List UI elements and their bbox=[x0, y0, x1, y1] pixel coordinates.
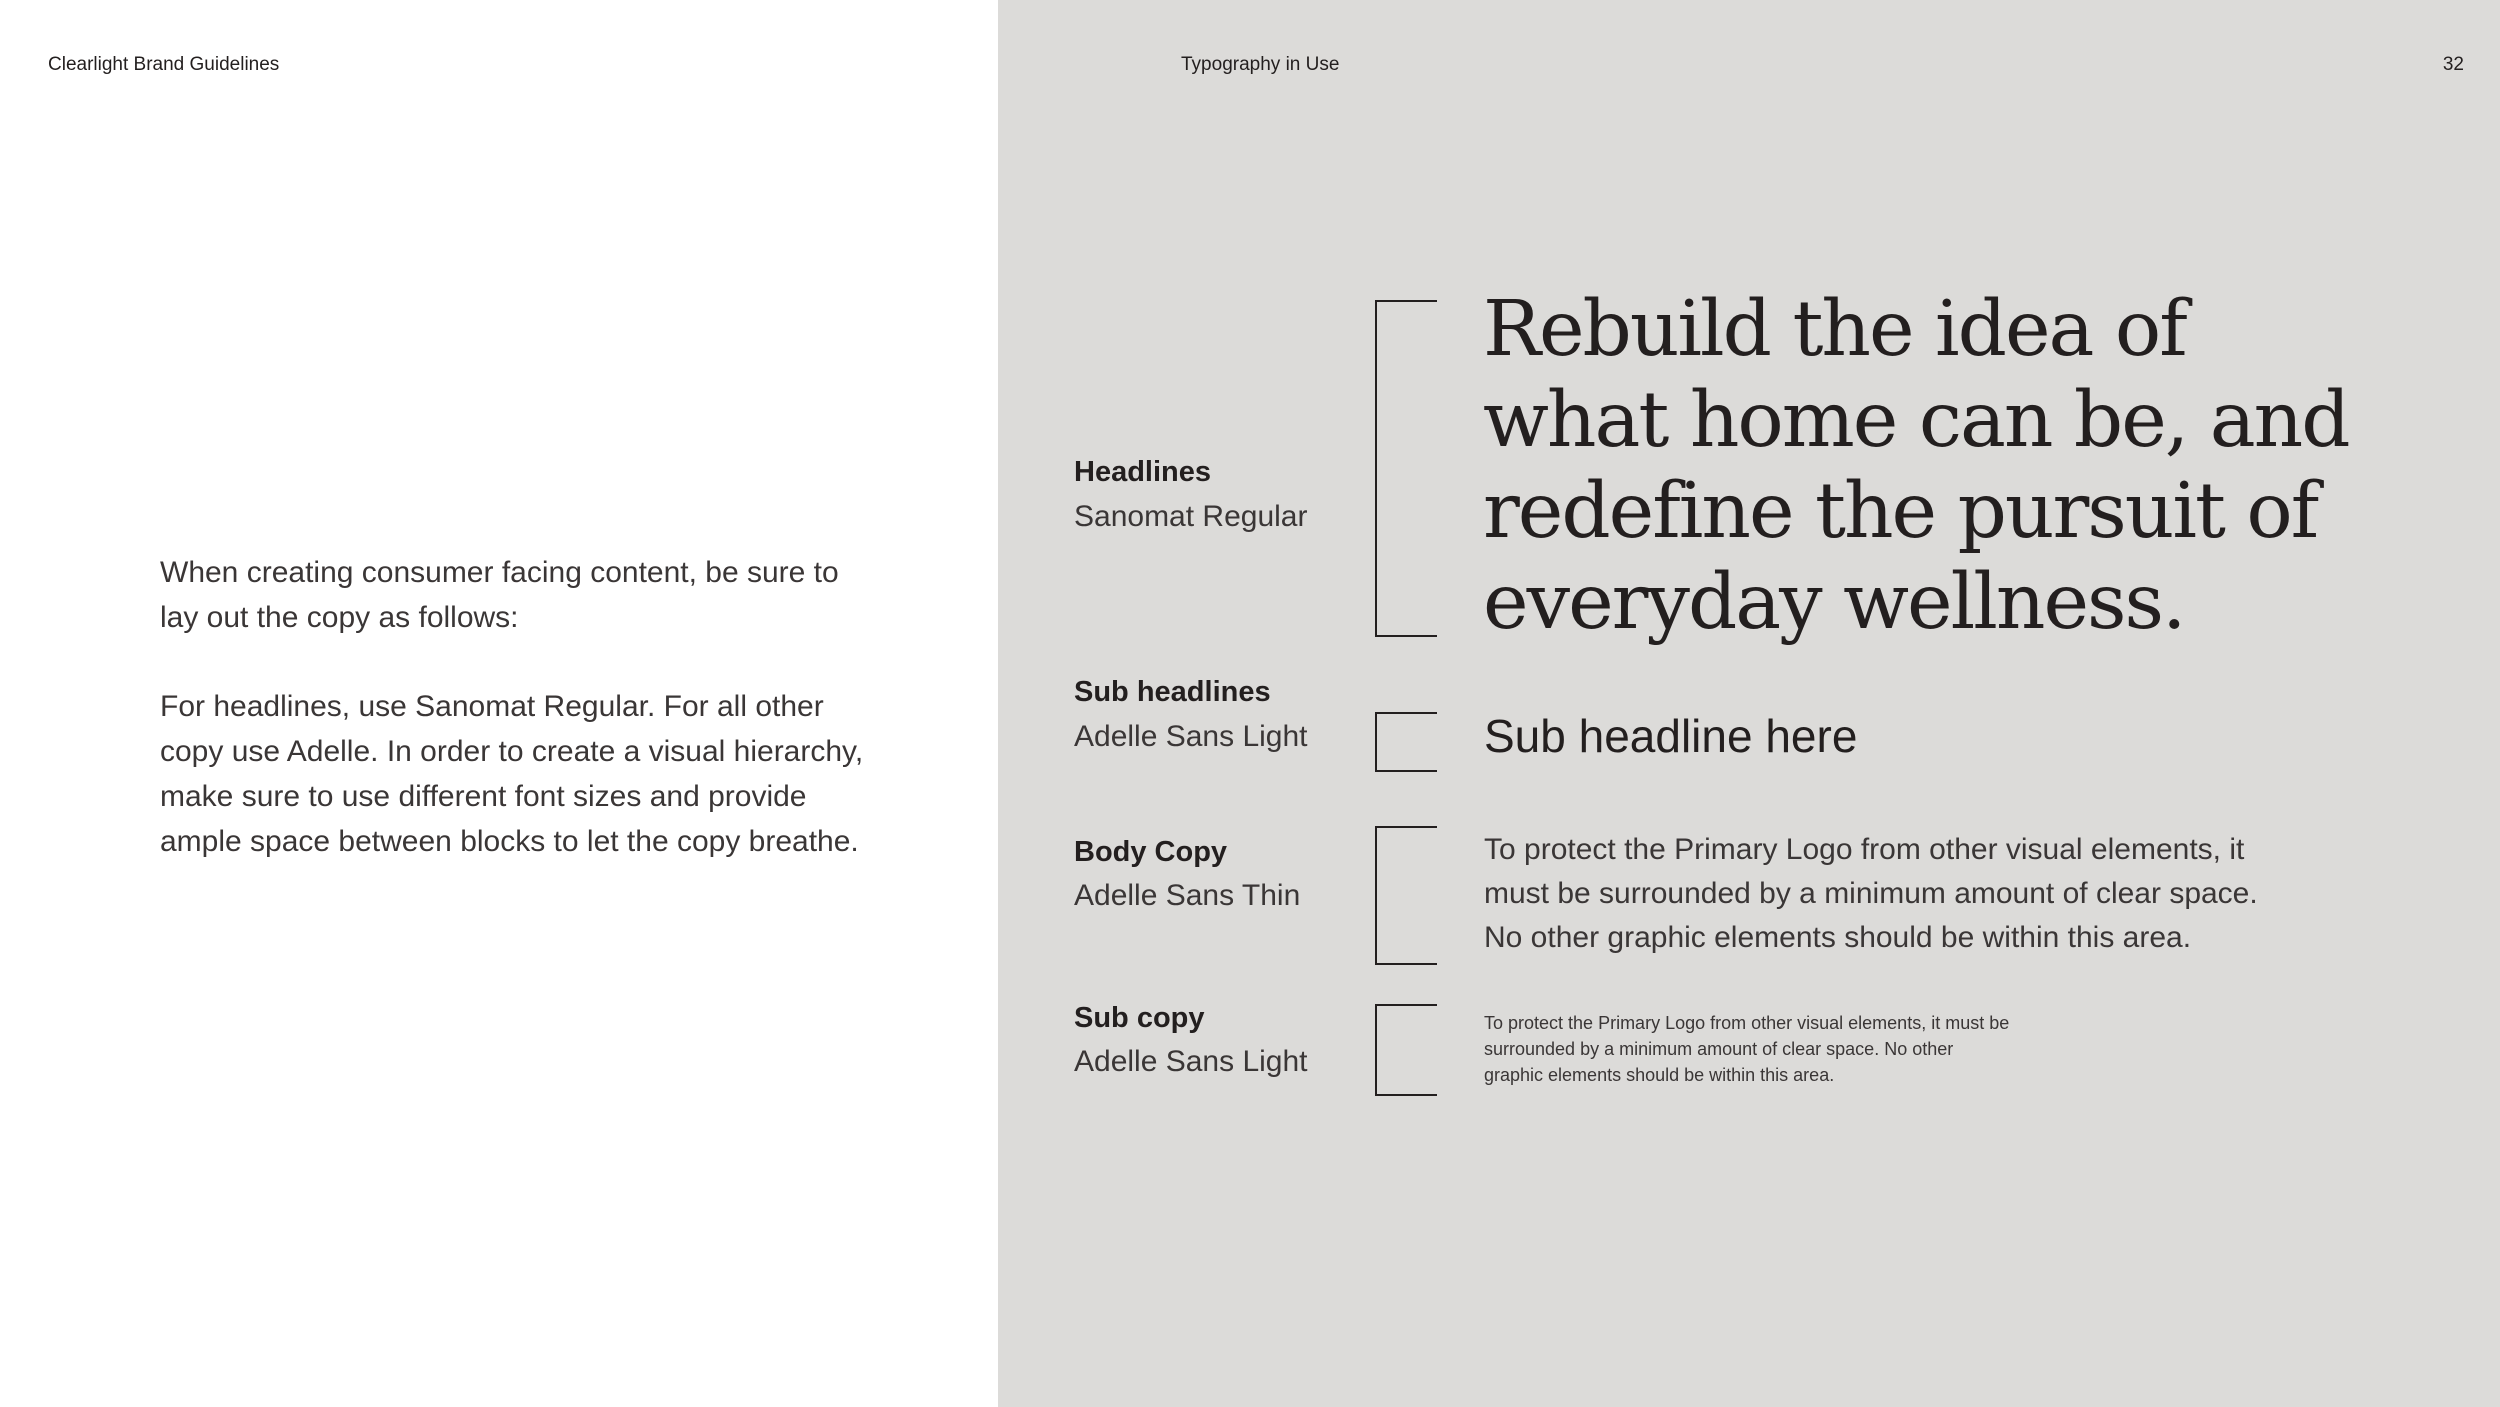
sub-copy-label: Sub copy bbox=[1074, 1002, 1205, 1034]
intro-paragraph: For headlines, use Sanomat Regular. For all other copy use Adelle. In order to create a visual hierarchy, make sure to use different font sizes and provide ample space between blocks to let the copy breathe. bbox=[160, 690, 864, 858]
sub-headlines-font-name: Adelle Sans Light bbox=[1074, 720, 1308, 753]
sub-headline-sample: Sub headline here bbox=[1484, 710, 1858, 762]
sub-headlines-label: Sub headlines bbox=[1074, 676, 1271, 708]
intro-paragraph: When creating consumer facing content, be sure to lay out the copy as follows: bbox=[160, 556, 839, 634]
headlines-bracket bbox=[1375, 300, 1437, 637]
section-title: Typography in Use bbox=[1181, 54, 1340, 75]
body-copy-bracket bbox=[1375, 826, 1437, 965]
sub-copy-sample: To protect the Primary Logo from other visual elements, it must be surrounded by a minimum amount of clear space. No other graphic elements should be within this area. bbox=[1484, 1013, 2010, 1085]
page-number: 32 bbox=[2442, 54, 2464, 75]
headlines-label: Headlines bbox=[1074, 456, 1211, 488]
sub-headlines-bracket bbox=[1375, 712, 1437, 772]
sub-copy-bracket bbox=[1375, 1004, 1437, 1096]
sub-copy-font-name: Adelle Sans Light bbox=[1074, 1045, 1308, 1078]
body-copy-sample: To protect the Primary Logo from other visual elements, it must be surrounded by a minimum amount of clear space. No other graphic elements should be within this area. bbox=[1484, 833, 2258, 954]
headlines-font-name: Sanomat Regular bbox=[1074, 500, 1308, 533]
body-copy-label: Body Copy bbox=[1074, 836, 1228, 868]
body-copy-font-name: Adelle Sans Thin bbox=[1074, 879, 1301, 912]
headline-sample: Rebuild the idea of what home can be, and redefine the pursuit of everyday wellness. bbox=[1483, 285, 2349, 647]
document-title: Clearlight Brand Guidelines bbox=[48, 54, 280, 75]
